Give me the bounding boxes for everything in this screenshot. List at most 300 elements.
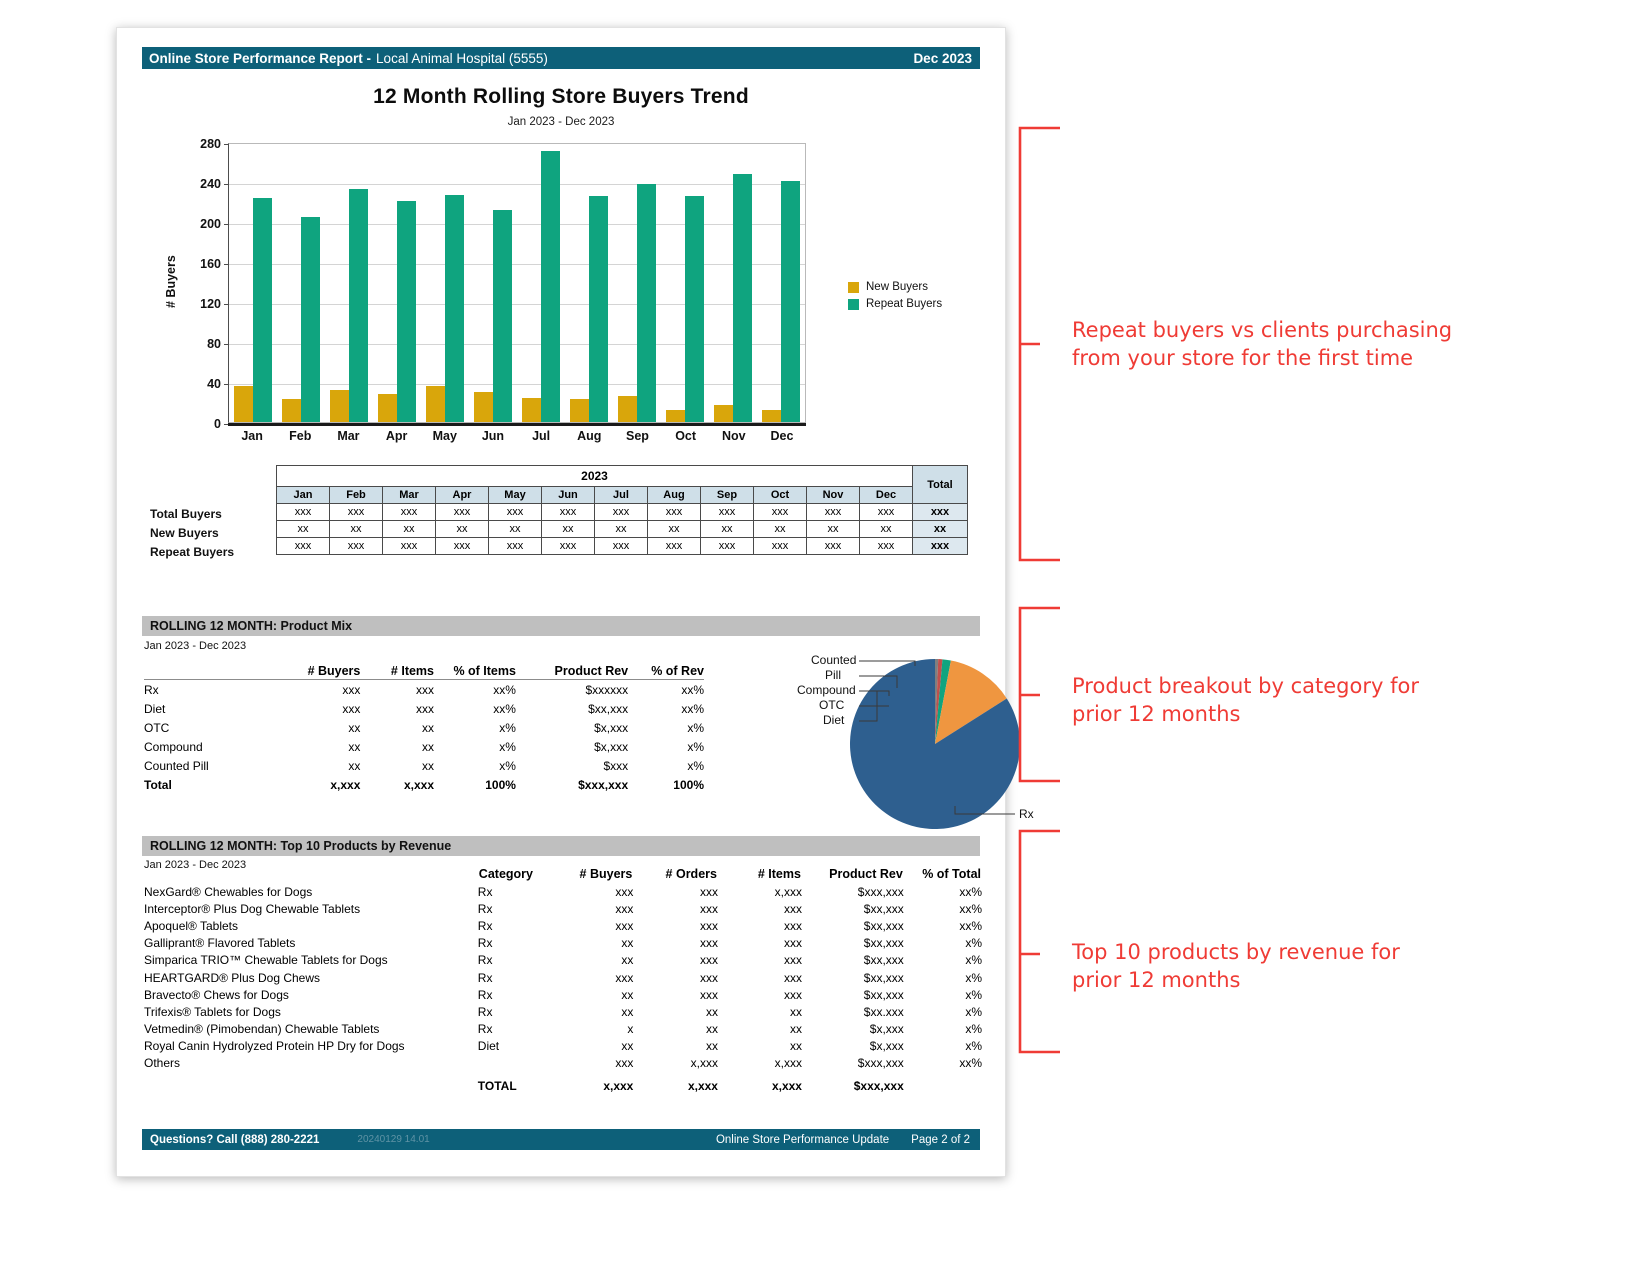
top10-cell: xxx (615, 1056, 634, 1071)
chart-x-tick-label: Jan (241, 429, 263, 443)
chart-bar (378, 394, 397, 422)
chart-y-tick-label: 120 (200, 297, 221, 311)
chart-x-tick-label: Aug (577, 429, 602, 443)
months-table-month-header: Apr (436, 487, 489, 504)
product-mix-column-header: % of Rev (628, 664, 704, 680)
chart-x-axis (228, 423, 806, 426)
chart-bars (229, 144, 805, 422)
months-table-month-header: Mar (383, 487, 436, 504)
chart-bar (541, 151, 560, 422)
table-row (144, 680, 704, 700)
top10-cell: x,xxx (771, 1079, 802, 1094)
months-table-cell: xx (807, 521, 860, 538)
report-title: Online Store Performance Report - (149, 50, 372, 66)
chart-y-tick-label: 80 (207, 337, 221, 351)
chart-legend-label: Repeat Buyers (866, 298, 943, 310)
product-mix-cell: Compound (144, 739, 203, 754)
months-table-cell: xxx (330, 538, 383, 555)
top10-cell (144, 1072, 478, 1095)
chart-y-tick-label: 280 (200, 137, 221, 151)
months-table-cell: xxx (595, 538, 648, 555)
chart-y-axis-label: # Buyers (164, 255, 178, 308)
chart-x-tick-label: Feb (289, 429, 312, 443)
top10-cell: $xx,xxx (863, 987, 904, 1002)
months-table-month-header: Jun (542, 487, 595, 504)
chart-y-tick-label: 0 (214, 417, 221, 431)
product-mix-cell: xx (422, 739, 435, 754)
chart-x-tick-label: Dec (770, 429, 794, 443)
chart-bar (349, 189, 368, 422)
product-mix-cell: OTC (144, 720, 170, 735)
months-table-cell: xxx (701, 504, 754, 521)
top10-header-row (144, 866, 982, 883)
months-table-header-row (277, 487, 968, 504)
top10-cell: xxx (615, 970, 634, 985)
report-footer-bar (142, 1129, 980, 1150)
top10-column-header: Category (478, 867, 533, 881)
chart-bar (522, 398, 541, 422)
top10-cell: x% (965, 1004, 982, 1019)
top10-cell: xx (705, 1039, 718, 1054)
report-header-bar (142, 47, 980, 69)
top10-cell: Diet (477, 1039, 500, 1054)
chart-month-group (517, 144, 565, 422)
product-mix-cell: $x,xxx (594, 720, 629, 735)
top10-cell: HEARTGARD® Plus Dog Chews (144, 970, 321, 985)
top10-period: Jan 2023 - Dec 2023 (144, 859, 247, 871)
report-clinic-name: Local Animal Hospital (5555) (376, 50, 548, 66)
top10-cell: x,xxx (603, 1079, 634, 1094)
top10-column-header (144, 866, 478, 883)
top10-cell: $xxx,xxx (857, 1056, 904, 1071)
table-row (277, 504, 968, 521)
product-mix-column-header: # Buyers (278, 664, 360, 680)
months-table-cell: xx (860, 521, 913, 538)
top10-cell: xxx (699, 987, 718, 1002)
top10-cell: Interceptor® Plus Dog Chewable Tablets (144, 901, 361, 916)
top10-cell: Bravecto® Chews for Dogs (144, 987, 289, 1002)
chart-bar (234, 386, 253, 422)
product-mix-cell: x% (499, 720, 516, 735)
annotation-label-1 (1072, 316, 1502, 373)
top10-cell: Galliprant® Flavored Tablets (144, 936, 296, 951)
product-mix-cell: x% (687, 720, 704, 735)
chart-month-group (757, 144, 805, 422)
footer-questions: Questions? Call (888) 280-2221 (150, 1133, 320, 1146)
chart-month-group (421, 144, 469, 422)
top10-cell: xx (705, 1004, 718, 1019)
months-table-year: 2023 (277, 466, 913, 487)
product-mix-cell: xxx (342, 682, 361, 697)
product-mix-cell: $x,xxx (594, 739, 629, 754)
chart-x-tick-label: Nov (721, 429, 746, 443)
top10-cell: x,xxx (687, 1079, 718, 1094)
chart-bar (426, 386, 445, 422)
annotation-3-line1: Top 10 products by revenue for (1072, 940, 1400, 964)
table-row (144, 718, 704, 737)
top10-cell: $xx,xxx (863, 970, 904, 985)
top10-cell: x% (965, 936, 982, 951)
months-table-cell: xxx (277, 504, 330, 521)
annotation-1-line1: Repeat buyers vs clients purchasing (1072, 318, 1453, 342)
months-table-total-cell: xxx (913, 504, 968, 521)
product-mix-cell: xx (422, 758, 435, 773)
months-table-row-label: Total Buyers (150, 507, 222, 521)
top10-cell: Vetmedin® (Pimobendan) Chewable Tablets (144, 1022, 380, 1037)
product-mix-cell: x,xxx (403, 777, 435, 792)
top10-cell: x,xxx (774, 884, 802, 899)
chart-x-tick-label: Mar (337, 429, 360, 443)
top10-cell: Apoquel® Tablets (144, 918, 239, 933)
top10-cell: Rx (477, 936, 493, 951)
top10-column-header: # Buyers (579, 867, 633, 881)
product-mix-cell: xx (422, 720, 435, 735)
chart-month-group (373, 144, 421, 422)
product-mix-cell: Counted Pill (144, 758, 209, 773)
top10-cell: x% (965, 970, 982, 985)
pie-callout-label: Counted (811, 653, 857, 667)
chart-bar (282, 399, 301, 422)
product-mix-banner: ROLLING 12 MONTH: Product Mix (142, 616, 980, 636)
chart-legend-item (848, 298, 942, 310)
top10-cell (904, 1072, 982, 1095)
top10-cell: $x,xxx (869, 1022, 904, 1037)
top10-cell: $xx,xxx (863, 953, 904, 968)
chart-bar (589, 196, 608, 422)
top10-cell: xx (789, 1004, 802, 1019)
pie-leader-line-rx (955, 806, 1015, 814)
top10-cell: Rx (477, 987, 493, 1002)
top10-column-header: # Orders (665, 867, 717, 881)
months-table-cell: xxx (860, 538, 913, 555)
table-row (144, 1055, 982, 1072)
pie-leader-line (859, 676, 897, 688)
top10-cell: $xx,xxx (863, 936, 904, 951)
top10-cell: xxx (783, 918, 802, 933)
top10-products-table (144, 866, 982, 1095)
table-row (144, 935, 982, 952)
top10-cell: x (627, 1022, 634, 1037)
top10-cell: Rx (477, 901, 493, 916)
top10-cell: xxx (783, 970, 802, 985)
months-table-cell: xxx (807, 504, 860, 521)
months-table-cell: xx (701, 521, 754, 538)
top10-cell: Rx (477, 1022, 493, 1037)
product-mix-cell: xx% (493, 682, 516, 697)
chart-bar (301, 217, 320, 422)
top10-cell: Others (144, 1056, 181, 1071)
chart-month-group (613, 144, 661, 422)
footer-page-number: Page 2 of 2 (911, 1133, 970, 1146)
top10-cell: xxx (783, 936, 802, 951)
pie-callout-label: Compound (797, 683, 856, 697)
months-table-cell: xx (436, 521, 489, 538)
table-row (144, 952, 982, 969)
chart-month-group (277, 144, 325, 422)
top10-cell: x% (965, 987, 982, 1002)
table-row (144, 917, 982, 934)
chart-legend (848, 281, 942, 315)
table-row (144, 883, 982, 900)
top10-cell: NexGard® Chewables for Dogs (144, 884, 313, 899)
months-table-cell: xxx (542, 504, 595, 521)
product-mix-period: Jan 2023 - Dec 2023 (144, 640, 247, 652)
top10-cell: $xx,xxx (863, 901, 904, 916)
chart-bar (781, 181, 800, 422)
product-mix-cell: $xxx,xxx (578, 777, 629, 792)
report-page (116, 27, 1034, 1177)
top10-cell: xxx (615, 884, 634, 899)
table-row (144, 1003, 982, 1020)
top10-cell: x% (965, 1039, 982, 1054)
top10-cell: xxx (783, 987, 802, 1002)
annotation-label-3 (1072, 938, 1472, 995)
chart-legend-label: New Buyers (866, 281, 928, 293)
top10-cell: xx% (959, 1056, 982, 1071)
chart-bar (253, 198, 272, 422)
chart-bar (330, 390, 349, 422)
product-mix-cell: xxx (342, 701, 361, 716)
chart-bar (714, 405, 733, 422)
top10-cell: xxx (615, 918, 634, 933)
pie-callout-label: Diet (823, 713, 845, 727)
top10-cell: $xx.xxx (863, 1004, 904, 1019)
top10-cell: Rx (477, 884, 493, 899)
product-mix-cell: 100% (673, 777, 704, 792)
legend-swatch-icon (848, 282, 859, 293)
product-mix-column-header: Product Rev (516, 664, 628, 680)
top10-cell: xxx (699, 936, 718, 951)
monthly-buyers-table (142, 465, 980, 559)
top10-cell: Rx (477, 953, 493, 968)
months-table-cell: xxx (754, 504, 807, 521)
months-table-month-header: Jan (277, 487, 330, 504)
top10-cell: xxx (615, 901, 634, 916)
annotation-2-line2: prior 12 months (1072, 702, 1241, 727)
months-table-cell: xx (277, 521, 330, 538)
chart-y-tick-label: 160 (200, 257, 221, 271)
chart-month-group (469, 144, 517, 422)
chart-y-tick-label: 240 (200, 177, 221, 191)
product-mix-cell: xx (348, 720, 361, 735)
chart-month-group (325, 144, 373, 422)
annotation-bracket-3 (1010, 828, 1070, 1056)
top10-cell: Simparica TRIO™ Chewable Tablets for Dogs (144, 953, 388, 968)
annotation-bracket-2 (1010, 605, 1070, 785)
top10-cell: xx (621, 1004, 634, 1019)
top10-cell: xx (789, 1022, 802, 1037)
product-mix-cell: 100% (485, 777, 516, 792)
product-mix-body (144, 680, 704, 795)
top10-cell: xx (621, 936, 634, 951)
months-table-cell: xxx (383, 538, 436, 555)
months-table-total-cell: xxx (913, 538, 968, 555)
annotation-2-line1: Product breakout by category for (1072, 674, 1419, 698)
chart-month-group (565, 144, 613, 422)
product-mix-cell: $xx,xxx (588, 701, 629, 716)
top10-body (144, 883, 982, 1095)
top10-cell: x% (965, 953, 982, 968)
table-row (277, 521, 968, 538)
annotation-3-line2: prior 12 months (1072, 968, 1241, 993)
chart-bar (474, 392, 493, 422)
chart-bar (570, 399, 589, 422)
top10-cell: xx% (959, 884, 982, 899)
months-table-month-header: Nov (807, 487, 860, 504)
top10-cell: $xxx,xxx (857, 884, 904, 899)
months-table-cell: xxx (383, 504, 436, 521)
product-mix-cell: x,xxx (330, 777, 361, 792)
top10-cell: xxx (699, 970, 718, 985)
product-mix-column-header: # Items (360, 664, 434, 680)
top10-cell: Rx (477, 918, 493, 933)
top10-cell (478, 1055, 549, 1072)
buyers-trend-chart (142, 133, 980, 453)
table-row (144, 969, 982, 986)
months-table-cell: xxx (807, 538, 860, 555)
table-row (144, 737, 704, 756)
legend-swatch-icon (848, 299, 859, 310)
top10-cell: xx (621, 987, 634, 1002)
months-table-cell: xx (330, 521, 383, 538)
annotation-1-line2: from your store for the first time (1072, 346, 1414, 371)
top10-cell: xx (705, 1022, 718, 1037)
chart-x-tick-label: Jul (532, 429, 551, 443)
top10-cell: xx (621, 1039, 634, 1054)
top10-cell: xx% (959, 918, 982, 933)
top10-cell: xx% (959, 901, 982, 916)
chart-bar (733, 174, 752, 422)
annotation-label-2 (1072, 672, 1492, 729)
top10-cell: x,xxx (690, 1056, 718, 1071)
product-mix-cell: xxx (416, 682, 435, 697)
pie-callout-label: Rx (1019, 807, 1034, 821)
months-table-month-header: May (489, 487, 542, 504)
top10-column-header: # Items (757, 867, 801, 881)
top10-cell: $xx,xxx (863, 918, 904, 933)
chart-bar (666, 410, 685, 422)
top10-cell: xxx (699, 884, 718, 899)
months-table-cell: xx (489, 521, 542, 538)
product-mix-cell: x% (499, 758, 516, 773)
months-table-month-header: Sep (701, 487, 754, 504)
months-table-cell: xx (542, 521, 595, 538)
months-table-cell: xx (754, 521, 807, 538)
chart-month-group (229, 144, 277, 422)
table-row (144, 756, 704, 775)
product-mix-cell: x% (687, 739, 704, 754)
top10-cell: xxx (783, 953, 802, 968)
product-mix-cell: $xxxxxx (585, 682, 629, 697)
pie-callout-label: Pill (825, 668, 842, 682)
months-table-cell: xxx (754, 538, 807, 555)
report-period-date: Dec 2023 (913, 50, 972, 66)
chart-y-tick-label: 200 (200, 217, 221, 231)
chart-x-tick-labels (228, 429, 806, 443)
months-table-cell: xx (648, 521, 701, 538)
product-mix-cell: xx (348, 739, 361, 754)
months-table-total-header: Total (913, 466, 968, 504)
table-row (144, 986, 982, 1003)
table-row (144, 775, 704, 794)
months-table-cell: xx (595, 521, 648, 538)
chart-bar (445, 195, 464, 422)
chart-x-tick-label: Oct (675, 429, 697, 443)
chart-bar (685, 196, 704, 422)
chart-plot-area (200, 137, 806, 431)
months-table-row-label: New Buyers (150, 526, 219, 540)
chart-x-tick-label: Jun (481, 429, 505, 443)
months-table-month-header: Feb (330, 487, 383, 504)
product-mix-cell: Rx (144, 682, 159, 697)
product-mix-cell: x% (499, 739, 516, 754)
table-row (144, 900, 982, 917)
product-mix-header-row (144, 664, 704, 680)
product-mix-cell: xx (348, 758, 361, 773)
months-table-cell: xxx (860, 504, 913, 521)
product-mix-cell: xx% (493, 701, 516, 716)
months-table-cell: xxx (277, 538, 330, 555)
chart-bar (637, 184, 656, 422)
top10-cell: Trifexis® Tablets for Dogs (144, 1004, 281, 1019)
months-table-cell: xxx (648, 504, 701, 521)
top10-cell: xxx (699, 953, 718, 968)
product-mix-column-header: % of Items (434, 664, 516, 680)
chart-title: 12 Month Rolling Store Buyers Trend (373, 85, 749, 108)
months-table-cell: xxx (489, 538, 542, 555)
chart-bar (762, 410, 781, 422)
chart-bar (493, 210, 512, 422)
months-table-row-label: Repeat Buyers (150, 545, 235, 559)
pie-leader-line (859, 691, 889, 696)
months-table-month-header: Dec (860, 487, 913, 504)
product-mix-cell: xx% (681, 701, 704, 716)
top10-cell: xxx (783, 901, 802, 916)
footer-center-label: Online Store Performance Update (715, 1133, 890, 1146)
months-table-cell: xxx (595, 504, 648, 521)
chart-subtitle: Jan 2023 - Dec 2023 (507, 116, 615, 128)
top10-banner: ROLLING 12 MONTH: Top 10 Products by Revenue (142, 836, 980, 856)
top10-column-header: % of Total (922, 867, 981, 881)
top10-cell: xxx (699, 901, 718, 916)
months-table-month-header: Aug (648, 487, 701, 504)
months-table-cell: xxx (489, 504, 542, 521)
months-table-cell: xxx (542, 538, 595, 555)
product-mix-cell: xx% (681, 682, 704, 697)
table-row (144, 1021, 982, 1038)
chart-legend-item (848, 281, 942, 293)
months-table-cell: xxx (330, 504, 383, 521)
table-row (277, 538, 968, 555)
months-table-total-cell: xx (913, 521, 968, 538)
top10-cell: $xxx,xxx (853, 1079, 904, 1094)
product-mix-cell: $xxx (603, 758, 629, 773)
top10-cell: Rx (477, 1004, 493, 1019)
months-table-body (277, 504, 968, 555)
top10-column-header: Product Rev (829, 867, 903, 881)
annotation-bracket-1 (1010, 125, 1070, 565)
months-table-month-header: Oct (754, 487, 807, 504)
footer-timestamp: 20240129 14.01 (357, 1134, 430, 1145)
product-mix-cell: x% (687, 758, 704, 773)
top10-cell: TOTAL (477, 1079, 517, 1094)
product-mix-cell: Total (144, 777, 172, 792)
chart-month-group (661, 144, 709, 422)
chart-x-tick-label: Sep (625, 429, 649, 443)
top10-cell: Royal Canin Hydrolyzed Protein HP Dry for Dogs (144, 1039, 405, 1054)
chart-month-group (709, 144, 757, 422)
months-table-cell: xx (383, 521, 436, 538)
